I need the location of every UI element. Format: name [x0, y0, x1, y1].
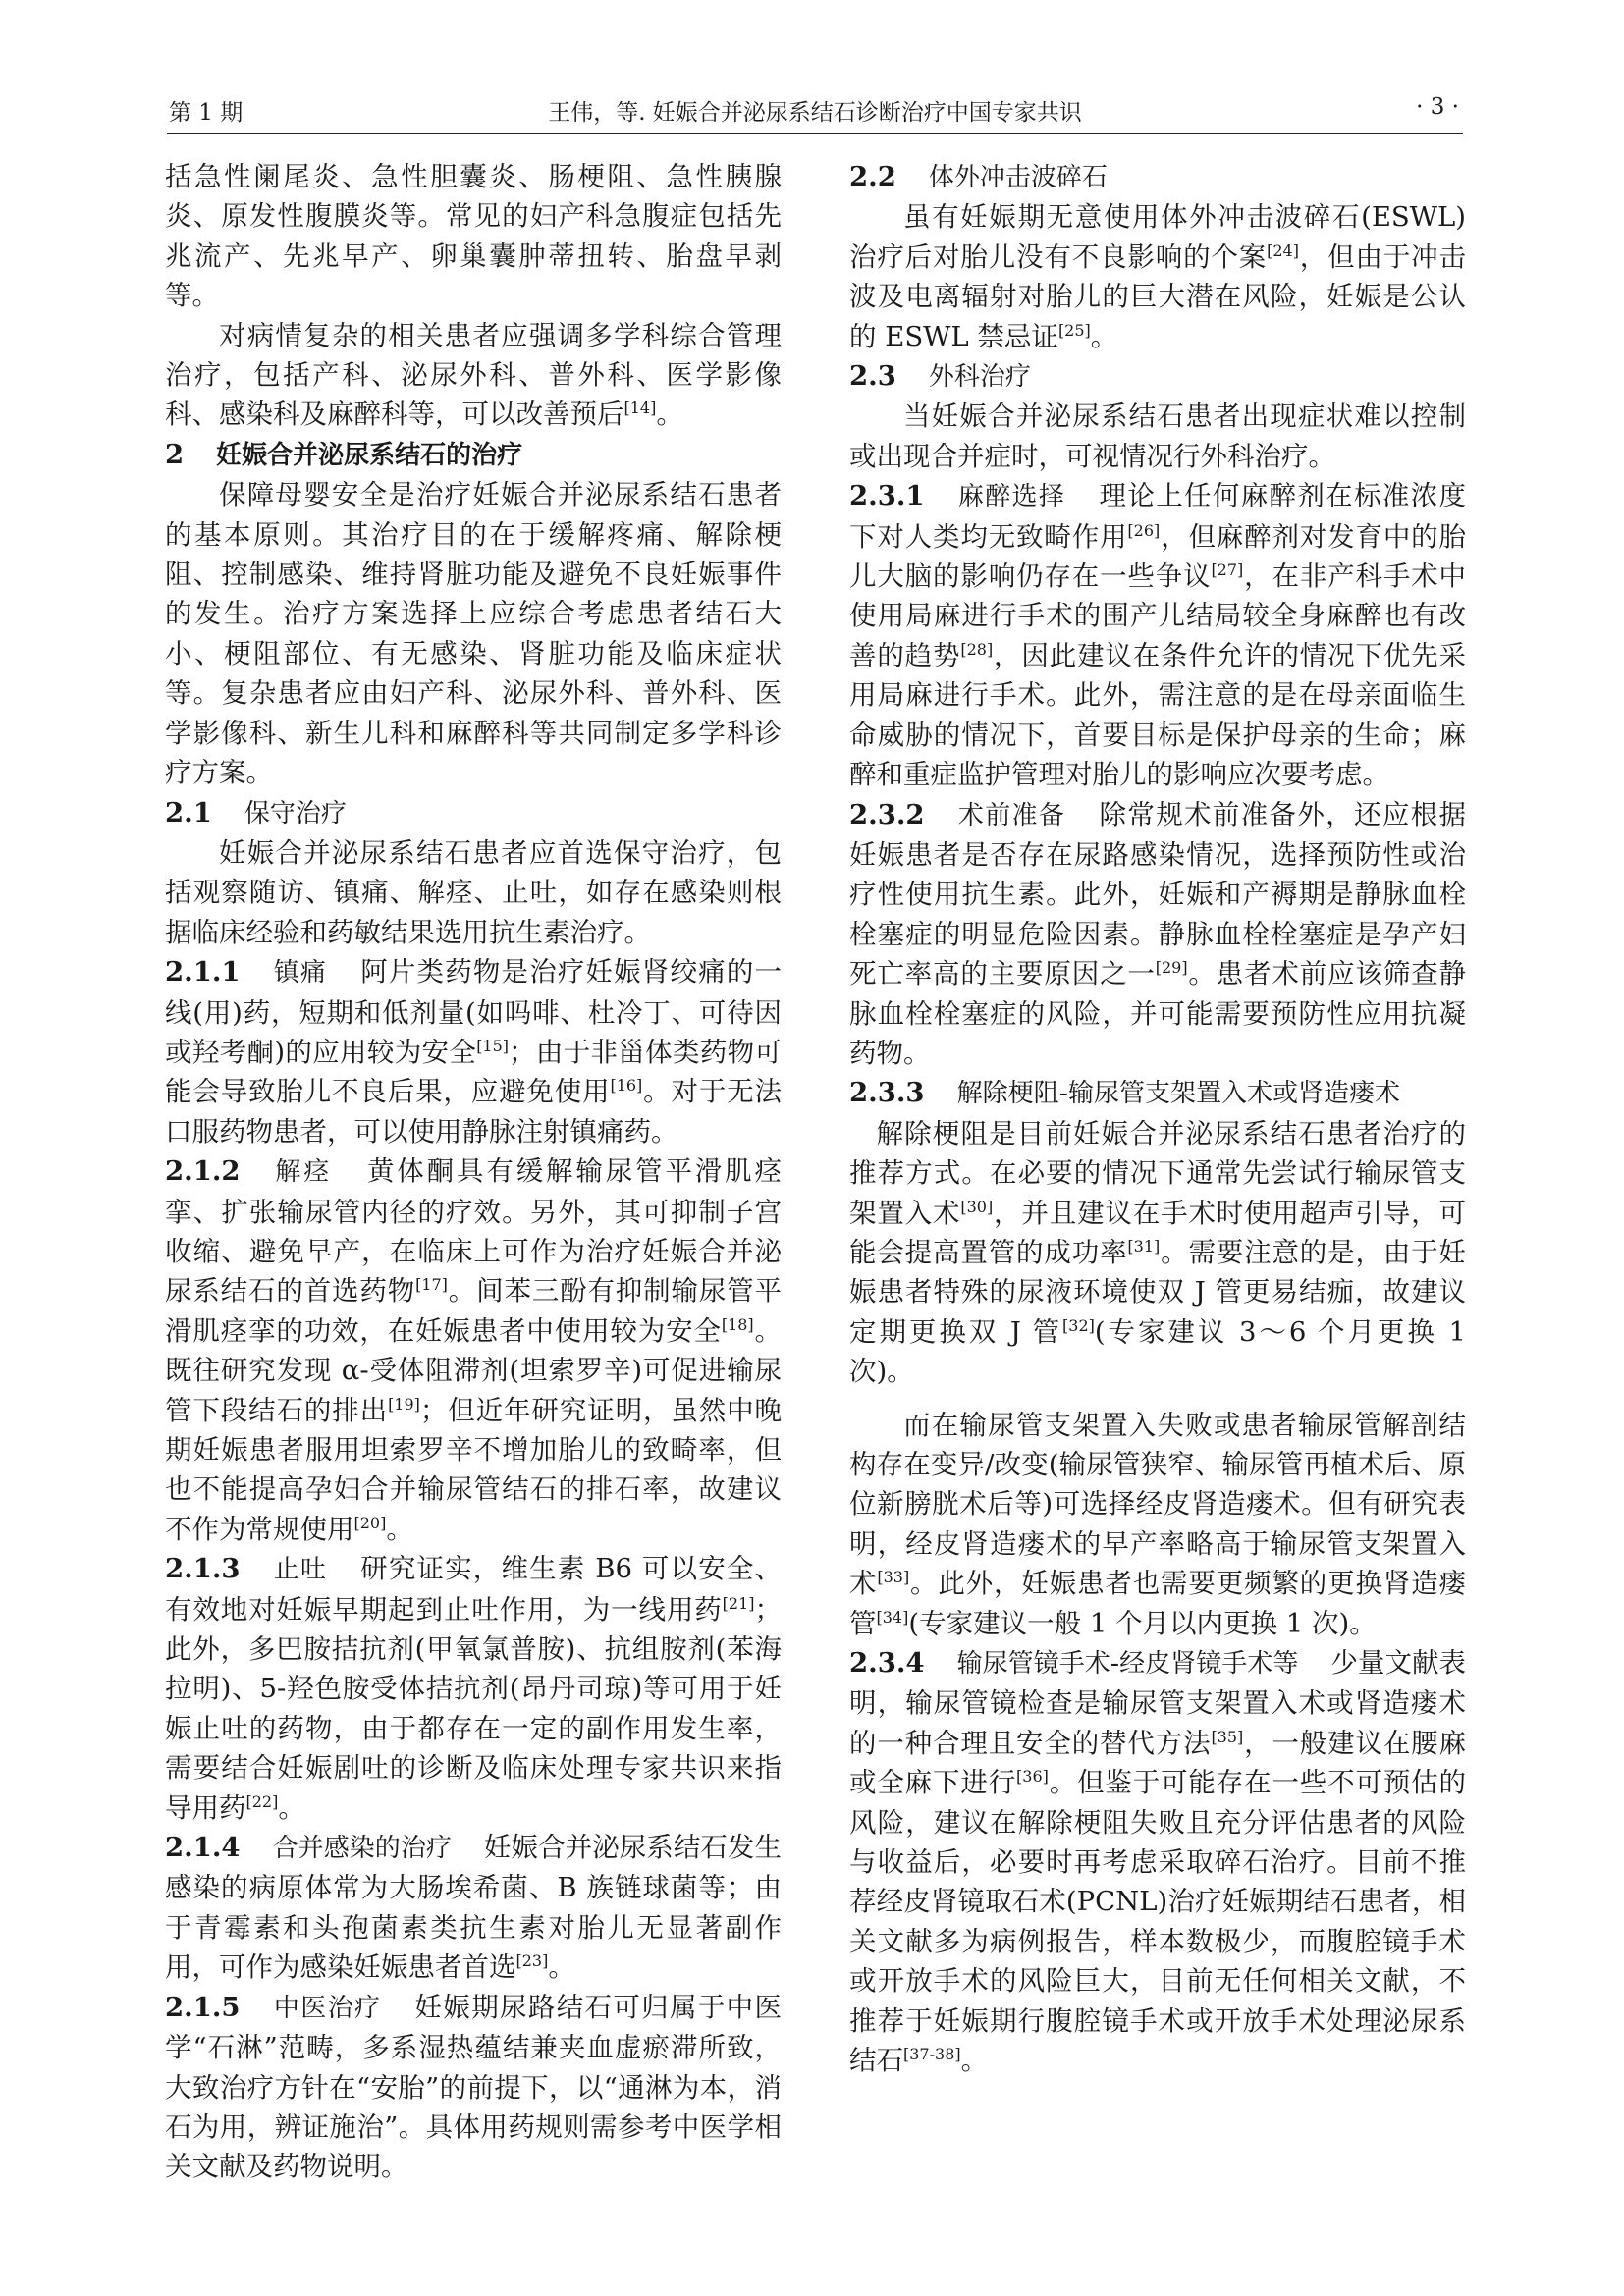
- section-number: 2.1.3: [165, 1553, 241, 1585]
- citation: [15]: [476, 1036, 510, 1055]
- intro-paragraph-1: [165, 157, 782, 316]
- citation: [26]: [1127, 520, 1161, 540]
- section-number: 2.1.1: [165, 956, 241, 988]
- paragraph-text: ；但近年研究证明，虽然中晚期妊娠患者服用坦索罗辛不增加胎儿的致畸率，但也不能提高孕妇合并输尿管结石的排石率，故建议不作为常规使用: [165, 1394, 782, 1545]
- issue-number: 第 1 期: [169, 100, 244, 126]
- citation: [24]: [1267, 240, 1299, 260]
- paragraph-text: 。但鉴于可能存在一些不可预估的风险，建议在解除梗阻失败且充分评估患者的风险与收益后，必要时再考虑采取碎石治疗。目前不推荐经皮肾镜取石术(PCNL)治疗妊娠期结石患者，相关文献多为病例报告，样本数极少，而腹腔镜手术或开放手术的风险巨大，目前无任何相关文献，不推荐于妊娠期行腹腔镜手术或开放手术处理泌尿系结石: [849, 1767, 1467, 2077]
- citation: [19]: [388, 1394, 420, 1414]
- citation: [29]: [1155, 958, 1188, 978]
- section-title: 合并感染的治疗: [272, 1834, 452, 1864]
- paragraph-text: (专家建议一般 1 个月以内更换 1 次)。: [908, 1607, 1377, 1639]
- paragraph-text: 当妊娠合并泌尿系结石患者出现症状难以控制或出现合并症时，可视情况行外科治疗。: [849, 400, 1466, 472]
- paragraph-text: 黄体酮具有缓解输尿管平滑肌痉挛、扩张输尿管内径的疗效。另外，其可抑制子宫收缩、避免早产，在临床上可作为治疗妊娠合并泌尿系结石的首选药物: [165, 1155, 782, 1308]
- paragraph-text: 解除梗阻是目前妊娠合并泌尿系结石患者治疗的推荐方式。在必要的情况下通常先尝试行输尿管支架置入术: [849, 1117, 1466, 1229]
- citation: [22]: [245, 1791, 279, 1811]
- section-2-1-2: [165, 1151, 782, 1549]
- section-2-heading: [165, 435, 782, 475]
- paragraph-text: 。: [278, 1791, 305, 1824]
- right-column: [849, 157, 1466, 2081]
- citation: [16]: [610, 1076, 643, 1095]
- paragraph-text: ，一般建议在腰麻或全麻下进行: [849, 1727, 1467, 1799]
- section-2-3-4: [849, 1643, 1466, 2080]
- section-number: 2.3.3: [849, 1077, 925, 1109]
- section-number: 2.3: [849, 360, 896, 393]
- paragraph-text: 而在输尿管支架置入失败或患者输尿管解剖结构存在变异/改变(输尿管狭窄、输尿管再植术后、原位新膀胱术后等)可选择经皮肾造瘘术。但有研究表明，经皮肾造瘘术的早产率略高于输尿管支架置入术: [849, 1409, 1466, 1600]
- paragraph-text: 保障母婴安全是治疗妊娠合并泌尿系结石患者的基本原则。其治疗目的在于缓解疼痛、解除梗阻、控制感染、维持肾脏功能及避免不良妊娠事件的发生。治疗方案选择上应综合考虑患者结石大小、梗阻部位、有无感染、肾脏功能及临床症状等。复杂患者应由妇产科、泌尿外科、普外科、医学影像科、新生儿科和麻醉科等共同制定多学科诊疗方案。: [165, 479, 782, 789]
- paragraph-text: (专家建议 3～6 个月更换 1 次)。: [849, 1315, 1466, 1388]
- citation: [37-38]: [903, 2045, 961, 2064]
- paragraph-text: 。既往研究发现 α-受体阻滞剂(坦索罗辛)可促进输尿管下段结石的排出: [165, 1314, 783, 1426]
- section-title: 中医治疗: [272, 1993, 382, 2023]
- paragraph-text: ；此外，多巴胺拮抗剂(甲氧氯普胺)、抗组胺剂(苯海拉明)、5-羟色胺受体拮抗剂(昂丹司琼)等可用于妊娠止吐的药物，由于都存在一定的副作用发生率，需要结合妊娠剧吐的诊断及临床处理专家共识来指导用药: [165, 1593, 782, 1824]
- paragraph-text: 。: [960, 2045, 989, 2077]
- section-2-2-heading: [849, 157, 1466, 197]
- paragraph-text: 妊娠合并泌尿系结石患者应首选保守治疗，包括观察随访、镇痛、解痉、止吐，如存在感染则根据临床经验和药敏结果选用抗生素治疗。: [165, 836, 782, 948]
- section-2-1-5: [165, 1988, 782, 2187]
- citation: [34]: [876, 1607, 909, 1627]
- citation: [35]: [1211, 1727, 1244, 1746]
- paragraph-text: 。对于无法口服药物患者，可以使用静脉注射镇痛药。: [165, 1076, 783, 1148]
- section-number: 2: [165, 438, 185, 470]
- paragraph-text: 除常规术前准备外，还应根据妊娠患者是否存在尿路感染情况，选择预防性或治疗性使用抗生素。此外，妊娠和产褥期是静脉血栓栓塞症的明显危险因素。静脉血栓栓塞症是孕产妇死亡率高的主要原因之一: [849, 798, 1466, 990]
- paragraph-text: ，但麻醉剂对发育中的胎儿大脑的影响仍存在一些争议: [849, 520, 1467, 593]
- citation: [36]: [1016, 1767, 1049, 1787]
- section-2-1-heading: [165, 793, 782, 833]
- section-2-3-2: [849, 795, 1466, 1074]
- section-2-1-1: [165, 952, 782, 1151]
- paragraph-text: ，因此建议在条件允许的情况下优先采用局麻进行手术。此外，需注意的是在母亲面临生命威胁的情况下，首要目标是保护母亲的生命；麻醉和重症监护管理对胎儿的影响应次要考虑。: [849, 639, 1467, 791]
- paragraph-text: 括急性阑尾炎、急性胆囊炎、肠梗阻、急性胰腺炎、原发性腹膜炎等。常见的妇产科急腹症包括先兆流产、先兆早产、卵巢囊肿蒂扭转、胎盘早剥等。: [165, 161, 782, 312]
- section-title: 解除梗阻-输尿管支架置入术或肾造瘘术: [956, 1079, 1400, 1109]
- citation: [31]: [1127, 1236, 1161, 1255]
- section-number: 2.2: [849, 161, 896, 192]
- section-title: 术前准备: [956, 800, 1066, 830]
- left-column: [165, 157, 782, 2187]
- section-number: 2.3.4: [849, 1647, 925, 1680]
- section-title: 镇痛: [272, 958, 328, 988]
- citation: [20]: [353, 1513, 387, 1532]
- section-2-2-paragraph: [849, 197, 1466, 356]
- section-2-3-paragraph: [849, 397, 1466, 476]
- citation: [25]: [1057, 320, 1091, 340]
- citation: [18]: [721, 1314, 754, 1334]
- section-2-paragraph: [165, 475, 782, 792]
- section-2-3-3-paragraph: [849, 1114, 1466, 1392]
- section-2-3-3-paragraph-2: [849, 1406, 1466, 1643]
- paragraph-text: 虽有妊娠期无意使用体外冲击波碎石(ESWL)治疗后对胎儿没有不良影响的个案: [849, 201, 1466, 273]
- section-number: 2.1: [165, 796, 212, 828]
- citation: [17]: [415, 1275, 448, 1295]
- paragraph-text: 研究证实，维生素 B6 可以安全、有效地对妊娠早期起到止吐作用，为一线用药: [165, 1553, 782, 1626]
- paragraph-text: 。需要注意的是，由于妊娠患者特殊的尿液环境使双 J 管更易结痂，故建议定期更换双 J 管: [849, 1236, 1467, 1348]
- section-number: 2.1.2: [165, 1155, 241, 1188]
- section-2-1-4: [165, 1828, 782, 1988]
- section-title: 输尿管镜手术-经皮肾镜手术等: [956, 1649, 1299, 1680]
- paragraph-text: 阿片类药物是治疗妊娠肾绞痛的一线(用)药，短期和低剂量(如吗啡、杜冷丁、可待因或羟考酮)的应用较为安全: [165, 956, 782, 1068]
- paragraph-text: 。此外，妊娠患者也需要更频繁的更换肾造瘘管: [849, 1568, 1467, 1639]
- section-number: 2.3.1: [849, 480, 925, 512]
- paragraph-text: ，但由于冲击波及电离辐射对胎儿的巨大潜在风险，妊娠是公认的 ESWL 禁忌证: [849, 240, 1467, 352]
- citation: [33]: [877, 1568, 910, 1587]
- section-number: 2.1.4: [165, 1832, 241, 1864]
- section-title: 解痉: [272, 1157, 333, 1188]
- paragraph-text: 。: [656, 399, 683, 431]
- paragraph-text: 。: [1090, 320, 1118, 352]
- paragraph-text: ；由于非甾体类药物可能会导致胎儿不良后果，应避免使用: [165, 1036, 782, 1108]
- section-number: 2.3.2: [849, 798, 925, 830]
- paragraph-text: 少量文献表明，输尿管镜检查是输尿管支架置入术或肾造瘘术的一种合理且安全的替代方法: [849, 1647, 1466, 1759]
- paragraph-text: 。患者术前应该筛查静脉血栓栓塞症的风险，并可能需要预防性应用抗凝药物。: [849, 958, 1467, 1069]
- paragraph-text: 。间苯三酚有抑制输尿管平滑肌痉挛的功效，在妊娠患者中使用较为安全: [165, 1275, 783, 1347]
- page-number: · 3 ·: [1416, 94, 1459, 120]
- section-title: 麻醉选择: [956, 482, 1066, 512]
- paragraph-text: 妊娠期尿路结石可归属于中医学“石淋”范畴，多系湿热蕴结兼夹血虚瘀滞所致，大致治疗方针在“安胎”的前提下，以“通淋为本，消石为用，辨证施治”。具体用药规则需参考中医学相关文献及药物说明。: [165, 1991, 782, 2183]
- running-header: [167, 90, 1463, 134]
- paragraph-text: ，在非产科手术中使用局麻进行手术的围产儿结局较全身麻醉也有改善的趋势: [849, 561, 1467, 671]
- citation: [27]: [1211, 561, 1244, 580]
- section-2-3-heading: [849, 356, 1466, 397]
- paragraph-text: 。: [548, 1951, 575, 1984]
- section-2-1-paragraph: [165, 833, 782, 952]
- citation: [28]: [960, 639, 994, 659]
- paragraph-text: 妊娠合并泌尿系结石发生感染的病原体常为大肠埃希菌、B 族链球菌等；由于青霉素和头孢菌素类抗生素对胎儿无显著副作用，可作为感染妊娠患者首选: [165, 1832, 782, 1984]
- paragraph-text: 理论上任何麻醉剂在标准浓度下对人类均无致畸作用: [849, 480, 1466, 553]
- paragraph-text: 。: [386, 1513, 413, 1545]
- section-title: 止吐: [272, 1555, 328, 1585]
- section-title: 外科治疗: [928, 362, 1031, 393]
- section-2-3-1: [849, 476, 1466, 794]
- citation: [14]: [623, 399, 657, 418]
- citation: [23]: [515, 1951, 549, 1971]
- intro-paragraph-2: [165, 316, 782, 435]
- citation: [32]: [1062, 1315, 1095, 1335]
- section-2-1-3: [165, 1549, 782, 1828]
- citation: [30]: [960, 1197, 994, 1216]
- section-title: 体外冲击波碎石: [928, 163, 1108, 192]
- section-number: 2.1.5: [165, 1991, 241, 2023]
- section-2-3-3-heading: [849, 1073, 1466, 1113]
- section-title: 妊娠合并泌尿系结石的治疗: [216, 440, 523, 470]
- paragraph-text: ，并且建议在手术时使用超声引导，可能会提高置管的成功率: [849, 1197, 1467, 1268]
- paragraph-text: 对病情复杂的相关患者应强调多学科综合管理治疗，包括产科、泌尿外科、普外科、医学影像科、感染科及麻醉科等，可以改善预后: [165, 319, 782, 431]
- section-title: 保守治疗: [244, 798, 347, 828]
- running-title: 王伟，等. 妊娠合并泌尿系结石诊断治疗中国专家共识: [548, 100, 1082, 126]
- citation: [21]: [722, 1593, 755, 1613]
